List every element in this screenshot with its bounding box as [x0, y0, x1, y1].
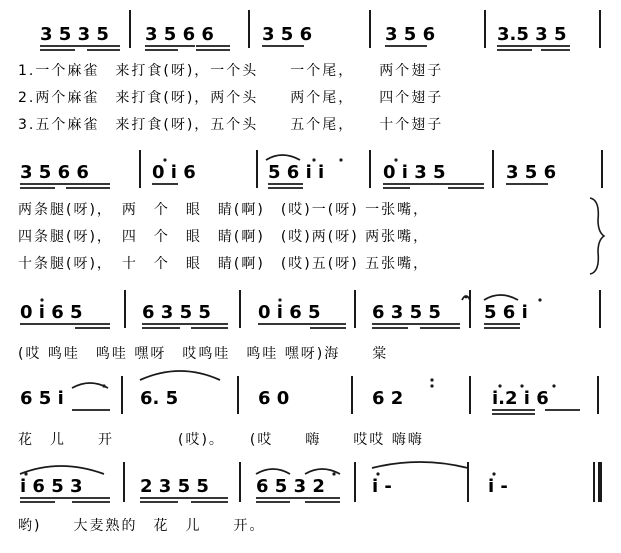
- measure-1-5: 3.5 3 5: [497, 24, 567, 45]
- repeat-brace: [590, 198, 604, 274]
- measure-4-5: i.2 i 6: [492, 388, 549, 409]
- measure-1-1: 3 5 3 5: [40, 24, 109, 45]
- measure-2-1: 3 5 6 6: [20, 162, 89, 183]
- measure-2-2: 0 i 6: [152, 162, 196, 183]
- system-3: [18, 290, 600, 362]
- measure-4-3: 6 0: [258, 388, 290, 409]
- measure-4-2: 6. 5: [140, 388, 179, 409]
- notes-row: [20, 476, 508, 497]
- system-1: [18, 10, 600, 133]
- measure-3-1: 0 i 6 5: [20, 302, 83, 323]
- system-5: [18, 462, 600, 534]
- measure-5-1: i 6 5 3: [20, 476, 83, 497]
- notes-row: [20, 162, 556, 183]
- octave-dots: [102, 378, 555, 387]
- notes-row: [20, 302, 528, 323]
- lyric-line: 两条腿(呀)， 两 个 眼 睛(啊) (哎)一(呀) 一张嘴，: [18, 202, 430, 218]
- underlines: [20, 462, 468, 502]
- measure-1-3: 3 5 6: [262, 24, 313, 45]
- octave-dots: [40, 296, 541, 302]
- measure-5-2: 2 3 5 5: [140, 476, 209, 497]
- underlines: [40, 46, 570, 50]
- measure-4-1: 6 5 i: [20, 388, 64, 409]
- notes-row: [40, 24, 566, 45]
- measure-3-4: 6 3 5 5: [372, 302, 441, 323]
- system-2: [18, 150, 604, 274]
- lyric-line: 2.两个麻雀 来打食(呀)，两个头 两个尾， 四个翅子: [18, 90, 444, 106]
- measure-5-3: 6 5 3 2: [256, 476, 325, 497]
- lyric-line: 3.五个麻雀 来打食(呀)，五个头 五个尾， 十个翅子: [18, 117, 444, 133]
- measure-2-3: 5 6 i i: [268, 162, 325, 183]
- measure-3-5: 5 6 i: [484, 302, 528, 323]
- measure-2-4: 0 i 3 5: [383, 162, 446, 183]
- lyrics: [18, 201, 429, 272]
- lyric-line: 十条腿(呀)， 十 个 眼 睛(啊) (哎)五(呀) 五张嘴，: [18, 256, 430, 272]
- lyric-line: 1.一个麻雀 来打食(呀)，一个头 一个尾， 两个翅子: [18, 63, 444, 79]
- lyric-line: (哎 鸣哇 鸣哇 嘿呀 哎鸣哇 鸣哇 嘿呀)海 棠: [18, 346, 389, 362]
- measure-1-4: 3 5 6: [385, 24, 436, 45]
- measure-1-2: 3 5 6 6: [145, 24, 214, 45]
- measure-5-4: i -: [372, 476, 392, 497]
- lyric-line: 哟) 大麦熟的 花 儿 开。: [18, 518, 266, 534]
- measure-3-3: 0 i 6 5: [258, 302, 321, 323]
- system-4: [18, 371, 598, 448]
- lyric-line: 四条腿(呀)， 四 个 眼 睛(啊) (哎)两(呀) 两张嘴，: [18, 229, 430, 245]
- measure-4-4: 6 2: [372, 388, 404, 409]
- measure-5-5: i -: [488, 476, 508, 497]
- lyric-line: 花 儿 开 (哎)。 (哎 嗨 哎哎 嗨嗨: [18, 432, 424, 448]
- measure-2-5: 3 5 6: [506, 162, 557, 183]
- measure-3-2: 6 3 5 5: [142, 302, 211, 323]
- lyrics: [18, 62, 443, 133]
